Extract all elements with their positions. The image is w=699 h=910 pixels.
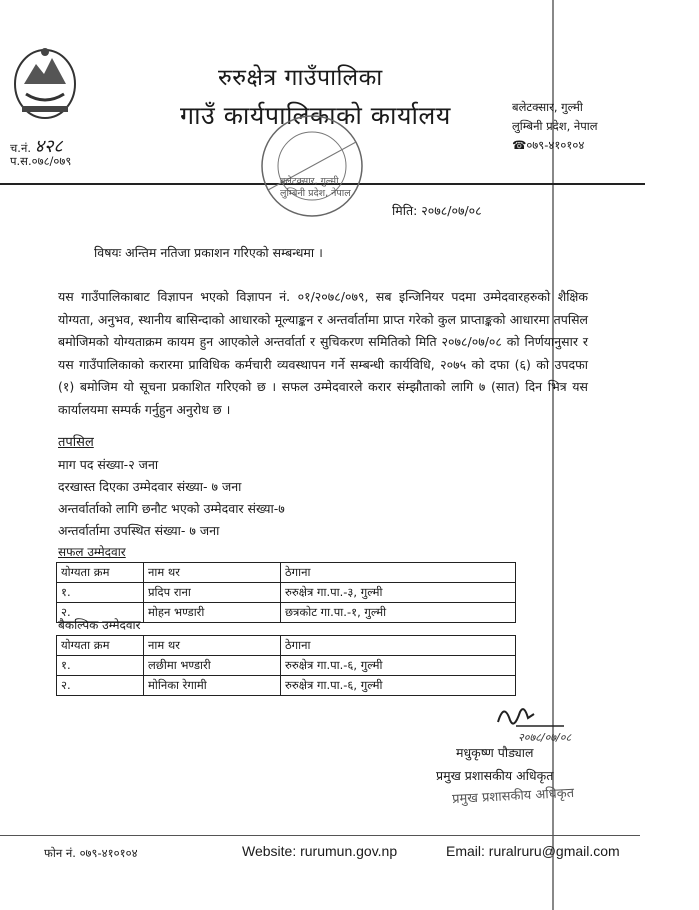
footer-website: Website: rurumun.gov.np <box>242 843 398 859</box>
column-header: ठेगाना <box>281 636 516 656</box>
table-cell: २. <box>57 603 144 623</box>
column-header: योग्यता क्रम <box>57 563 144 583</box>
column-header: नाम थर <box>144 636 281 656</box>
table-cell: १. <box>57 656 144 676</box>
column-header: योग्यता क्रम <box>57 636 144 656</box>
address-line-2: लुम्बिनी प्रदेश, नेपाल <box>512 119 598 133</box>
body-paragraph: यस गाउँपालिकाबाट विज्ञापन भएको विज्ञापन नं. ०१/२०७८/०७९, सब इन्जिनियर पदमा उम्मेदवारहरुको शैक्षिक योग्यता, अनुभव, स्थानीय बासिन्दाको आधारको मूल्याङ्कन र अन्तर्वार्तामा प्राप्त गरेको कुल प्राप्ताङ्कको आधारमा तपसिल बमोजिमको योग्यताक्रम कायम हुन आएकोले अन्तर्वार्ता र सुचिकरण समितिको मिति २०७८/०७/०८ को निर्णयानुसार र यस गाउँपालिकाको करारमा प्राविधिक कर्मचारी व्यवस्थापन गर्ने सम्बन्धी कार्यविधि, २०७५ को दफा (६) को उपदफा (१) बमोजिम यो सूचना प्रकाशित गरिएको छ । सफल उम्मेदवारले करार संम्झौताको लागि ७ (सात) दिन भित्र यस कार्यालयमा सम्पर्क गर्नुहुन अनुरोध छ । <box>58 289 588 417</box>
stamp-text: बलेटक्सार, गुल्मी लुम्बिनी प्रदेश, नेपाल <box>280 176 351 199</box>
office-stamp-icon <box>258 112 366 220</box>
office-phone: ☎०७९-४१०१०४ <box>512 138 585 152</box>
column-header: नाम थर <box>144 563 281 583</box>
ref-label: च.नं. <box>10 141 31 155</box>
table-cell: छत्रकोट गा.पा.-१, गुल्मी <box>281 603 516 623</box>
successful-table <box>56 562 516 623</box>
letter-subject: विषयः अन्तिम नतिजा प्रकाशन गरिएको सम्बन्धमा । <box>94 245 323 260</box>
nepal-emblem-icon <box>12 44 78 122</box>
footer-email: Email: ruralruru@gmail.com <box>446 843 620 859</box>
municipality-name: रुरुक्षेत्र गाउँपालिका <box>218 65 383 91</box>
footer-phone: फोन नं. ०७९-४१०१०४ <box>44 846 138 860</box>
table-cell: मोहन भण्डारी <box>144 603 281 623</box>
alternative-heading: बैकल्पिक उम्मेदवार <box>58 618 141 632</box>
address-line-1: बलेटक्सार, गुल्मी <box>512 100 583 114</box>
successful-heading: सफल उम्मेदवार <box>58 545 126 559</box>
designation-seal: प्रमुख प्रशासकीय अधिकृत <box>451 785 575 808</box>
table-cell: लछीमा भण्डारी <box>144 656 281 676</box>
stat-line: अन्तर्वार्तामा उपस्थित संख्या- ७ जना <box>58 523 220 538</box>
table-cell: २. <box>57 676 144 696</box>
alternative-table <box>56 635 516 696</box>
officer-name: मधुकृष्ण पौड्याल <box>456 745 534 760</box>
table-header-row <box>57 563 516 583</box>
officer-designation: प्रमुख प्रशासकीय अधिकृत <box>436 768 554 783</box>
ref-value: ४२८ <box>34 136 63 157</box>
office-name: गाउँ कार्यपालिकाको कार्यालय <box>180 101 451 130</box>
column-header: ठेगाना <box>281 563 516 583</box>
table-cell: मोनिका रेगामी <box>144 676 281 696</box>
signature-icon <box>494 700 576 732</box>
table-row <box>57 676 516 696</box>
fiscal-year: प.स.०७८/०७९ <box>10 154 72 168</box>
table-cell: १. <box>57 583 144 603</box>
footer-divider <box>0 835 640 836</box>
table-header-row <box>57 636 516 656</box>
table-cell: रुरुक्षेत्र गा.पा.-३, गुल्मी <box>281 583 516 603</box>
stat-line: माग पद संख्या-२ जना <box>58 457 159 472</box>
table-cell: रुरुक्षेत्र गा.पा.-६, गुल्मी <box>281 676 516 696</box>
table-cell: प्रदिप राना <box>144 583 281 603</box>
tapsil-heading: तपसिल <box>58 435 94 450</box>
letter-date: मिति: २०७८/०७/०८ <box>392 203 482 218</box>
stat-line: अन्तर्वार्ताको लागि छनौट भएको उम्मेदवार संख्या-७ <box>58 501 285 516</box>
table-row <box>57 656 516 676</box>
stat-line: दरखास्त दिएका उम्मेदवार संख्या- ७ जना <box>58 479 242 494</box>
table-cell: रुरुक्षेत्र गा.पा.-६, गुल्मी <box>281 656 516 676</box>
table-row <box>57 583 516 603</box>
signature-date: २०७८/०७/०८ <box>518 731 572 744</box>
